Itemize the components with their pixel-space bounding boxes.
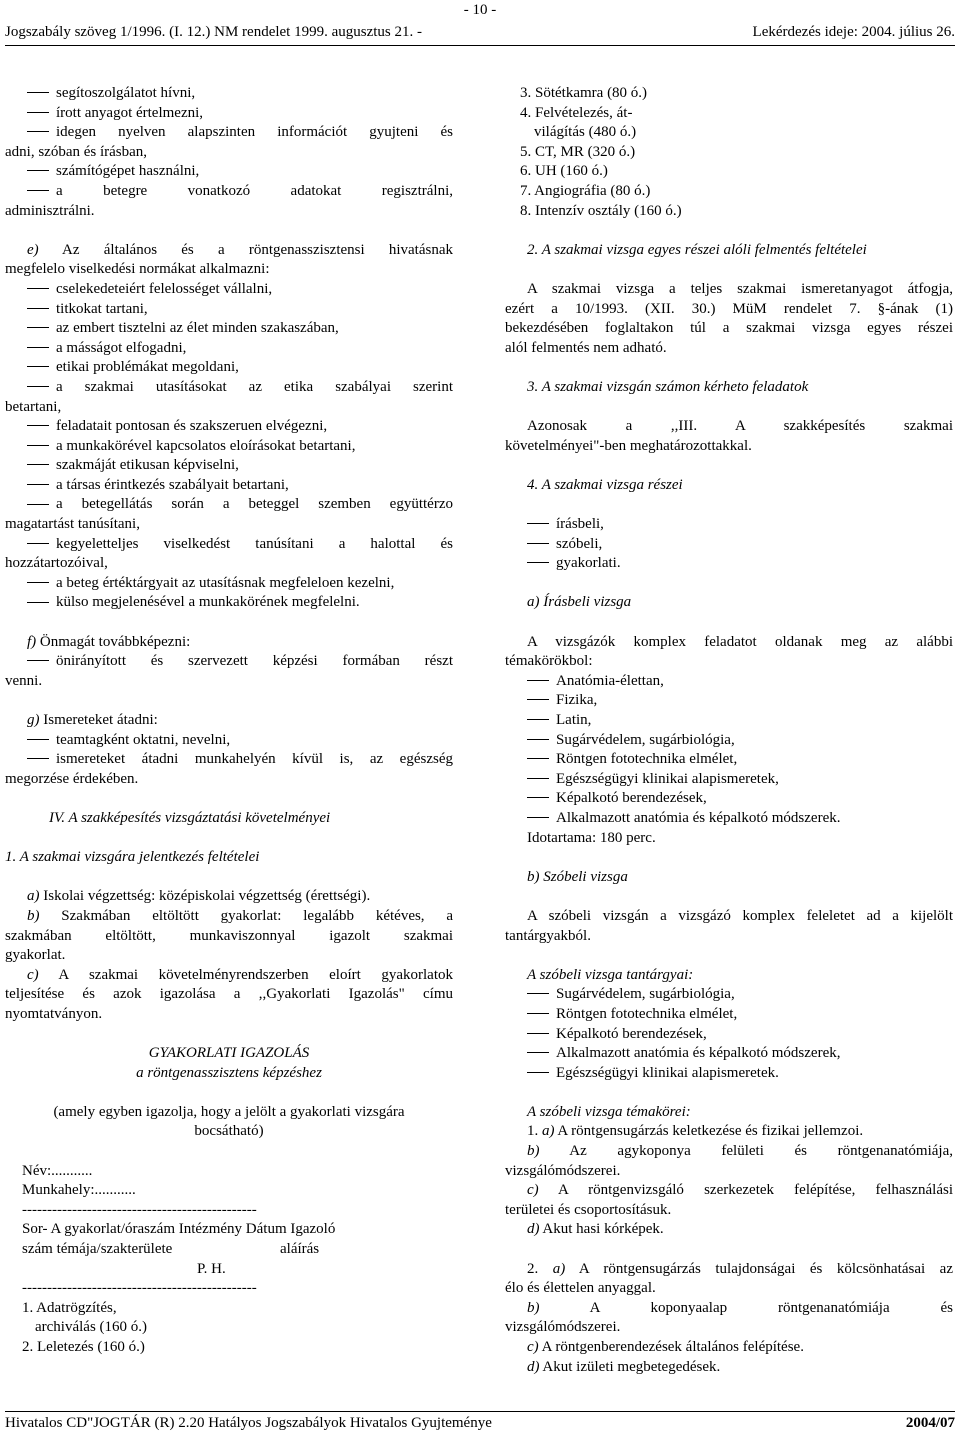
list-item: 4. Felvételezés, át- — [520, 104, 633, 121]
topic-item-cont: élo és élettelen anyaggal. — [505, 1280, 656, 1297]
list-item: 7. Angiográfia (80 ó.) — [520, 182, 651, 199]
form-note: (amely egyben igazolja, hogy a jelölt a gyakorlati vizsgára — [53, 1103, 405, 1120]
topic-item: 1. a) A röntgensugárzás keletkezése és fizikai jellemzoi. — [527, 1123, 864, 1140]
list-item: Alkalmazott anatómia és képalkotó módszerek, — [505, 1044, 953, 1064]
list-item: Sugárvédelem, sugárbiológia, — [505, 985, 953, 1005]
topic-item: c) A röntgenvizsgáló szerkezetek felépítése, felhasználási — [527, 1182, 953, 1199]
form-title: GYAKORLATI IGAZOLÁS — [148, 1045, 310, 1062]
list-item: teamtagként oktatni, nevelni, — [5, 731, 453, 751]
duration: Idotartama: 180 perc. — [527, 829, 656, 846]
list-item: idegen nyelven alapszinten információt gyujteni és — [5, 123, 453, 143]
paragraph-g: g) Ismereteket átadni: — [27, 712, 158, 728]
paragraph-e-cont: megfelelo viselkedési normákat alkalmazni: — [5, 261, 270, 278]
subsection-heading-1: 1. A szakmai vizsgára jelentkezés feltételei — [5, 849, 260, 866]
paragraph-cont: alól felmentés nem adható. — [505, 339, 667, 356]
paragraph: A szóbeli vizsgán a vizsgázó komplex feleletet ad a kijelölt — [527, 907, 953, 924]
table-row: 2. Leletezés (160 ó.) — [22, 1339, 145, 1355]
list-item: Egészségügyi klinikai alapismeretek, — [505, 770, 953, 790]
name-field: Név:........... — [22, 1162, 93, 1179]
table-row: archiválás (160 ó.) — [35, 1319, 148, 1336]
topic-item: d) Akut izületi megbetegedések. — [527, 1358, 721, 1375]
list-item: számítógépet használni, — [5, 162, 453, 182]
page-footer — [5, 1411, 955, 1434]
list-item-cont: betartani, — [5, 398, 62, 415]
list-item: a betegre vonatkozó adatokat regisztrálni, — [5, 182, 453, 202]
list-item: Röntgen fototechnika elmélet, — [505, 750, 953, 770]
topic-item: c) A röntgenberendezések általános felépítése. — [527, 1339, 804, 1355]
list-item: gyakorlati. — [505, 554, 953, 574]
header-left: Jogszabály szöveg 1/1996. (I. 12.) NM rendelet 1999. augusztus 21. - — [5, 24, 422, 40]
paragraph-cont: követelményei"-ben meghatározottakkal. — [505, 437, 752, 454]
list-item-cont: adni, szóban és írásban, — [5, 143, 148, 160]
list-item: szóbeli, — [505, 535, 953, 555]
heading-2: 2. A szakmai vizsga egyes részei alóli felmentés feltételei — [527, 241, 867, 258]
paragraph-f: f) Önmagát továbbképezni: — [27, 633, 191, 650]
condition-c-cont: teljesítése és azok igazolása a ,,Gyakorlati Igazolás" címu — [5, 986, 453, 1003]
list-item-cont: világítás (480 ó.) — [534, 124, 637, 141]
condition-c-cont: nyomtatványon. — [5, 1005, 103, 1022]
heading-4: 4. A szakmai vizsga részei — [527, 476, 683, 493]
list-item: Sugárvédelem, sugárbiológia, — [505, 731, 953, 751]
table-row: 1. Adatrögzítés, — [22, 1299, 117, 1316]
list-item: kegyeletteljes viselkedést tanúsítani a halottal és — [5, 535, 453, 555]
list-item: 6. UH (160 ó.) — [520, 163, 608, 180]
paragraph-cont: ezért a 10/1993. (XII. 30.) MüM rendelet 7. §-ának (1) — [505, 300, 953, 317]
condition-b-cont: gyakorlat. — [5, 947, 66, 964]
topic-item: b) Az agykoponya felületi és röntgenanatómiája, — [527, 1143, 953, 1160]
topic-item-cont: területei és csoportosításuk. — [505, 1201, 672, 1218]
list-item: önirányított és szervezett képzési formában részt — [5, 652, 453, 672]
list-item: Anatómia-élettan, — [505, 672, 953, 692]
paragraph-cont: bekezdésében foglaltakon túl a szakmai vizsga egyes részei — [505, 320, 953, 337]
list-item: a beteg értéktárgyait az utasításnak megfeleloen kezelni, — [5, 574, 453, 594]
topic-item-cont: vizsgálómódszerei. — [505, 1162, 621, 1179]
list-item: Fizika, — [505, 691, 953, 711]
heading-oral-subjects: A szóbeli vizsga tantárgyai: — [527, 966, 694, 983]
form-note-cont: bocsátható) — [194, 1123, 264, 1140]
condition-c: c) A szakmai követelményrendszerben eloírt gyakorlatok — [27, 966, 453, 983]
list-item: Latin, — [505, 711, 953, 731]
list-item: a másságot elfogadni, — [5, 339, 453, 359]
paragraph-cont: tantárgyakból. — [505, 927, 591, 944]
paragraph: A szakmai vizsga a teljes szakmai ismeretanyagot átfogja, — [527, 280, 953, 297]
topic-item: b) A koponyaalap röntgenanatómiája és — [527, 1299, 953, 1316]
topic-item-cont: vizsgálómódszerei. — [505, 1319, 621, 1336]
list-item: Egészségügyi klinikai alapismeretek. — [505, 1064, 953, 1084]
divider-dashes: ----------------------------------------------- — [22, 1201, 257, 1218]
list-item: ismereteket átadni munkahelyén kívül is, az egészség — [5, 750, 453, 770]
table-header: Sor- A gyakorlat/óraszám Intézmény Dátum Igazoló — [22, 1221, 336, 1238]
list-item: Képalkotó berendezések, — [505, 789, 953, 809]
footer-right: 2004/07 — [905, 1415, 955, 1431]
header-right: Lekérdezés ideje: 2004. július 26. — [752, 24, 955, 40]
list-item: etikai problémákat megoldani, — [5, 358, 453, 378]
topic-item: d) Akut hasi kórképek. — [527, 1221, 664, 1238]
table-header-2: szám témája/szakterülete aláírás — [22, 1241, 320, 1258]
list-item: Röntgen fototechnika elmélet, — [505, 1005, 953, 1025]
list-item: 8. Intenzív osztály (160 ó.) — [520, 202, 682, 219]
heading-3: 3. A szakmai vizsgán számon kérheto feladatok — [527, 378, 809, 395]
section-heading-iv: IV. A szakképesítés vizsgáztatási követelményei — [49, 809, 331, 826]
list-item: a társas érintkezés szabályait betartani, — [5, 476, 453, 496]
list-item-cont: magatartást tanúsítani, — [5, 516, 140, 533]
form-subtitle: a röntgenasszisztens képzéshez — [136, 1064, 322, 1081]
list-item: írásbeli, — [505, 515, 953, 535]
list-item: a betegellátás során a beteggel szemben együttérzo — [5, 495, 453, 515]
condition-a: a) Iskolai végzettség: középiskolai végzettség (érettségi). — [27, 888, 371, 905]
list-item: feladatait pontosan és szakszeruen elvégezni, — [5, 417, 453, 437]
topic-item: 2. a) A röntgensugárzás tulajdonságai és kölcsönhatásai az — [527, 1260, 953, 1277]
list-item: szakmáját etikusan képviselni, — [5, 456, 453, 476]
heading-written-exam: a) Írásbeli vizsga — [527, 594, 632, 611]
list-item-cont: hozzátartozóival, — [5, 555, 108, 572]
footer-left: Hivatalos CD"JOGTÁR (R) 2.20 Hatályos Jogszabályok Hivatalos Gyujteménye — [5, 1415, 492, 1431]
heading-oral-exam: b) Szóbeli vizsga — [527, 868, 628, 885]
condition-b-cont: szakmában eltöltött, munkaviszonnyal igazolt szakmai — [5, 927, 453, 944]
list-item-cont: megorzése érdekében. — [5, 770, 139, 787]
paragraph-e: e) Az általános és a röntgenasszisztensi hivatásnak — [27, 241, 453, 258]
list-item: a munkakörével kapcsolatos eloírásokat betartani, — [5, 437, 453, 457]
list-item: Képalkotó berendezések, — [505, 1025, 953, 1045]
list-item: cselekedeteiért felelosséget vállalni, — [5, 280, 453, 300]
list-item: írott anyagot értelmezni, — [5, 104, 453, 124]
list-item: Alkalmazott anatómia és képalkotó módszerek. — [505, 809, 953, 829]
right-column — [505, 84, 953, 1377]
left-column — [5, 84, 453, 1358]
stamp-label: P. H. — [197, 1260, 226, 1277]
workplace-field: Munkahely:........... — [22, 1182, 136, 1199]
list-item: titkokat tartani, — [5, 300, 453, 320]
list-item: 5. CT, MR (320 ó.) — [520, 143, 636, 160]
list-item-cont: venni. — [5, 672, 43, 689]
list-item: a szakmai utasításokat az etika szabályai szerint — [5, 378, 453, 398]
list-item: 3. Sötétkamra (80 ó.) — [520, 85, 648, 101]
page-header — [5, 21, 955, 46]
list-item: külso megjelenésével a munkakörének megfelelni. — [5, 593, 453, 613]
list-item: segítoszolgálatot hívni, — [5, 84, 453, 104]
list-item: az embert tisztelni az élet minden szakaszában, — [5, 319, 453, 339]
paragraph: A vizsgázók komplex feladatot oldanak meg az alábbi — [527, 633, 953, 650]
divider-dashes: ----------------------------------------------- — [22, 1280, 257, 1297]
list-item-cont: adminisztrálni. — [5, 202, 95, 219]
heading-oral-topics: A szóbeli vizsga témakörei: — [527, 1103, 691, 1120]
condition-b: b) Szakmában eltöltött gyakorlat: legalább kétéves, a — [27, 907, 453, 924]
page-number: - 10 - — [463, 2, 497, 18]
paragraph: Azonosak a ,,III. A szakképesítés szakmai — [527, 418, 953, 435]
paragraph-cont: témakörökbol: — [505, 653, 593, 670]
